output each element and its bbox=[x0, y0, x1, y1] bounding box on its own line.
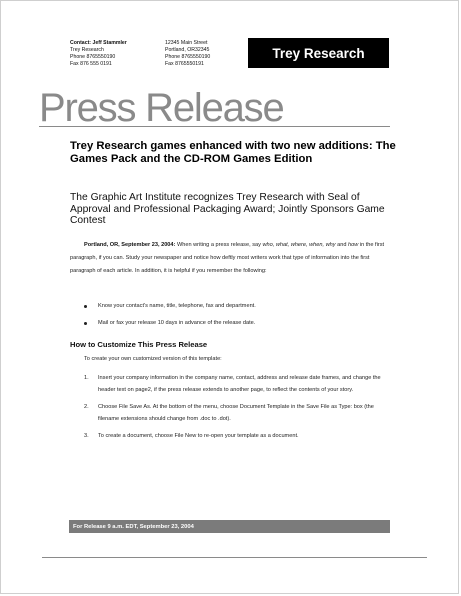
body-text-2: and bbox=[335, 242, 348, 248]
step-number: 3. bbox=[84, 432, 89, 439]
address-fax: Fax 8765550191 bbox=[165, 61, 204, 67]
step-number: 2. bbox=[84, 403, 89, 410]
step-text: Insert your company information in the company name, contact, address and release date frames, and change the header text on page2, if the press release extends to another page, to reflect the contents of your story. bbox=[98, 375, 381, 394]
headline: Trey Research games enhanced with two new additions: The Games Pack and the CD-ROM Games Edition bbox=[70, 140, 396, 165]
body-text-1: When writing a press release, say bbox=[175, 242, 263, 248]
title-divider bbox=[39, 126, 390, 127]
step-number: 1. bbox=[84, 375, 89, 381]
body-italic-1: who, what, where, when, why bbox=[262, 242, 336, 248]
body-paragraph bbox=[70, 239, 394, 278]
bullet-icon bbox=[84, 305, 87, 308]
step-text: To create a document, choose File New to re-open your template as a document. bbox=[98, 432, 299, 439]
bullet-icon bbox=[84, 322, 87, 325]
list-item bbox=[84, 315, 394, 332]
address-city: Portland, OR32345 bbox=[165, 47, 210, 53]
contact-name: Contact: Jeff Stammler bbox=[70, 40, 127, 46]
list-item bbox=[84, 401, 396, 426]
section-intro: To create your own customized version of this template: bbox=[84, 356, 222, 362]
page-title: Press Release bbox=[39, 86, 284, 130]
contact-fax: Fax 876 555 0191 bbox=[70, 61, 112, 67]
contact-company: Trey Research bbox=[70, 47, 104, 53]
bullet-text: Mail or fax your release 10 days in advance of the release date. bbox=[98, 320, 256, 326]
contact-phone: Phone 8765550190 bbox=[70, 54, 116, 60]
step-text: Choose File Save As. At the bottom of the menu, choose Document Template in the Save File as Type: box (the filename extensions should change from .doc to .dot). bbox=[98, 403, 374, 423]
section-heading: How to Customize This Press Release bbox=[70, 340, 208, 349]
body-text-3: in the first paragraph, if you can. Study your newspaper and notice how deftly most writers work that type of information into the first paragraph of each article. In addition, it is helpful if you remember the following: bbox=[70, 242, 385, 274]
address-block bbox=[165, 40, 210, 68]
company-name-box: Trey Research bbox=[248, 38, 389, 68]
steps-list bbox=[84, 372, 396, 446]
address-street: 12345 Main Street bbox=[165, 40, 208, 46]
contact-block bbox=[70, 40, 127, 68]
list-item bbox=[84, 430, 396, 442]
body-italic-2: how bbox=[348, 242, 359, 248]
list-item bbox=[84, 372, 396, 397]
release-date-bar: For Release 9 a.m. EDT, September 23, 2004 bbox=[69, 520, 390, 533]
footer-divider bbox=[42, 557, 427, 558]
address-phone: Phone 8765550190 bbox=[165, 54, 211, 60]
subheadline: The Graphic Art Institute recognizes Trey Research with Seal of Approval and Professional Packaging Award; Jointly Sponsors Game Contest bbox=[70, 192, 385, 227]
dateline: Portland, OR, September 23, 2004: bbox=[84, 242, 176, 248]
bullet-list bbox=[84, 298, 394, 332]
bullet-text: Know your contact's name, title, telephone, fax and department. bbox=[98, 303, 256, 309]
list-item bbox=[84, 298, 394, 315]
